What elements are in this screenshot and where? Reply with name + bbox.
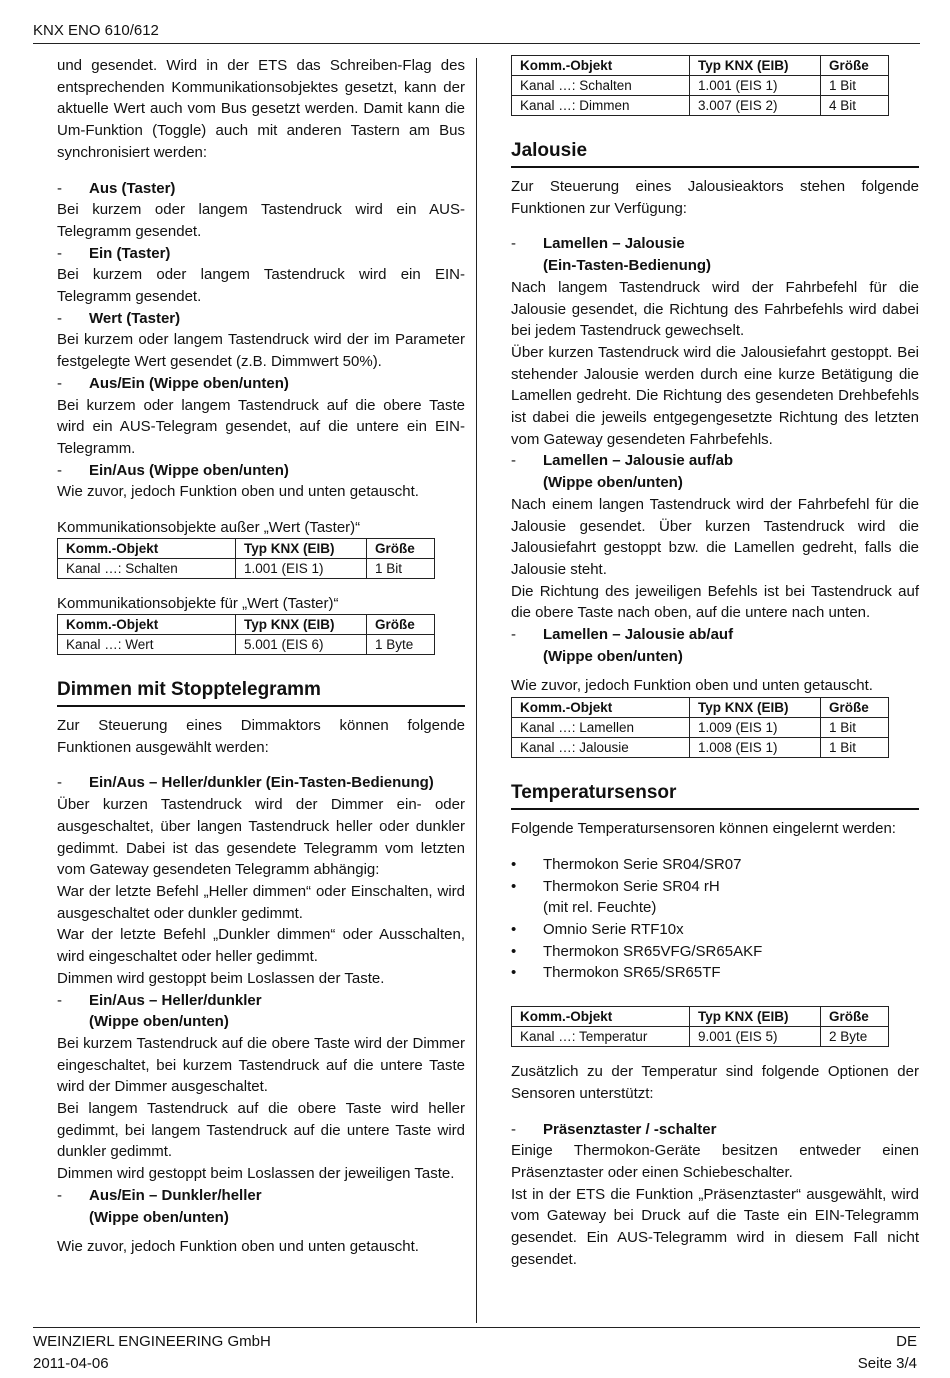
- paragraph: War der letzte Befehl „Dunkler dimmen“ oder Ausschalten, wird eingeschaltet oder heller gedimmt.: [57, 926, 465, 966]
- paragraph: Über kurzen Tastendruck wird der Dimmer ein- oder ausgeschaltet, über langen Tastendruck heller oder dunkler gedimmt. Dabei ist das gesendete Telegramm vom letzten vom Gateway gesendeten Telegramm abhängig:: [57, 796, 465, 879]
- table-cell: Größe: [367, 615, 435, 635]
- table-cell: 1 Bit: [821, 738, 889, 758]
- paragraph: Die Richtung des jeweiligen Befehls ist bei Tastendruck auf die obere Taste nach oben, auf die untere nach unten.: [511, 582, 919, 622]
- table-row: [512, 96, 889, 116]
- list-item: - Ein/Aus (Wippe oben/unten): [57, 460, 465, 482]
- list-item-title: Ein/Aus (Wippe oben/unten): [89, 461, 289, 479]
- table-header-row: [512, 1007, 889, 1027]
- paragraph: Über kurzen Tastendruck wird die Jalousiefahrt gestoppt. Bei stehender Jalousie werden durch eine kurze Betätigung die Lamellen gedreht. Die Richtung des gesendeten Drehbefehls ist dabei die jeweils entgegengesetzte Richtung des letzten vom Gateway gesendeten Fahrbefehls.: [511, 343, 919, 448]
- list-item-title: Lamellen – Jalousie: [543, 235, 685, 253]
- header-rule: [33, 43, 920, 44]
- table-cell: 1 Byte: [367, 635, 435, 655]
- table-cell: Typ KNX (EIB): [690, 56, 821, 76]
- section-intro: Folgende Temperatursensoren können eingelernt werden:: [511, 820, 896, 838]
- paragraph: Nach einem langen Tastendruck wird der Fahrbefehl für die Jalousie gesendet. Über kurzen Tastendruck wird die Jalousiefahrt gestoppt bzw. die Lamellen gedreht, falls die Jalousie steht.: [511, 495, 919, 578]
- section-intro: Zur Steuerung eines Jalousieaktors stehen folgende Funktionen zur Verfügung:: [511, 178, 919, 217]
- paragraph: Wie zuvor, jedoch Funktion oben und unten getauscht.: [511, 677, 873, 695]
- table-row: [58, 559, 435, 579]
- table-caption: Kommunikationsobjekte für „Wert (Taster)“: [57, 595, 339, 613]
- table-cell: Typ KNX (EIB): [690, 698, 821, 718]
- paragraph: Dimmen wird gestoppt beim Loslassen der jeweiligen Taste.: [57, 1165, 455, 1183]
- document-header-title: KNX ENO 610/612: [33, 22, 159, 39]
- paragraph: Dimmen wird gestoppt beim Loslassen der Taste.: [57, 969, 385, 987]
- table-cell: Komm.-Objekt: [512, 698, 690, 718]
- table-header-row: [512, 698, 889, 718]
- table-cell: Kanal …: Dimmen: [512, 96, 690, 116]
- column-divider: [476, 58, 477, 1323]
- list-item: - Ein/Aus – Heller/dunkler (Ein-Tasten-Bedienung): [57, 772, 465, 794]
- table-cell: Komm.-Objekt: [512, 56, 690, 76]
- list-item-title: Ein (Taster): [89, 244, 171, 262]
- list-item: - Lamellen – Jalousie auf/ab: [511, 450, 919, 472]
- bullet-subtext: (mit rel. Feuchte): [543, 899, 657, 917]
- list-item: - Präsenztaster / -schalter: [511, 1119, 919, 1141]
- footer-rule: [33, 1327, 920, 1328]
- table-cell: 1.009 (EIS 1): [690, 718, 821, 738]
- paragraph: Zusätzlich zu der Temperatur sind folgende Optionen der Sensoren unterstützt:: [511, 1063, 919, 1102]
- bullet-item: • Thermokon Serie SR04/SR07: [511, 854, 919, 876]
- list-item-subtitle: (Wippe oben/unten): [89, 1208, 229, 1226]
- footer-page-number: Seite 3/4: [857, 1355, 917, 1372]
- table-row: [512, 76, 889, 96]
- list-item-title: Aus/Ein (Wippe oben/unten): [89, 374, 289, 392]
- section-heading-jalousie: Jalousie: [511, 138, 919, 168]
- table-cell: Größe: [821, 1007, 889, 1027]
- footer-left: [33, 1331, 271, 1375]
- table-row: [512, 738, 889, 758]
- right-column: [511, 55, 919, 1270]
- table-cell: Typ KNX (EIB): [690, 1007, 821, 1027]
- list-item-title: Aus (Taster): [89, 179, 176, 197]
- paragraph: Ist in der ETS die Funktion „Präsenztaster“ ausgewählt, wird vom Gateway bei Druck auf die Taste ein EIN-Telegramm gesendet. Ein AUS-Telegramm wird in diesem Fall nicht gesendet.: [511, 1185, 919, 1268]
- list-item-text: Bei kurzem oder langem Tastendruck auf die obere Taste wird ein AUS-Telegram gesendet, auf die untere ein EIN-Telegramm.: [57, 396, 465, 457]
- list-item-subtitle: (Wippe oben/unten): [543, 647, 683, 665]
- table-cell: 1 Bit: [821, 718, 889, 738]
- list-item: - Wert (Taster): [57, 308, 465, 330]
- table-cell: 3.007 (EIS 2): [690, 96, 821, 116]
- paragraph: Wie zuvor, jedoch Funktion oben und unten getauscht.: [57, 1238, 419, 1256]
- list-item-text: Bei kurzem oder langem Tastendruck wird der im Parameter festgelegte Wert gesendet (z.B. Dimmwert 50%).: [57, 331, 465, 371]
- list-item-title: Ein/Aus – Heller/dunkler: [89, 991, 262, 1009]
- comm-objects-table: [511, 697, 889, 758]
- table-cell: Größe: [367, 539, 435, 559]
- intro-paragraph: und gesendet. Wird in der ETS das Schreiben-Flag des entsprechenden Kommunikationsobjektes gesetzt, kann der aktuelle Wert auch vom Bus gesetzt werden. Damit kann die Um-Funktion (Toggle) auch mit anderen Tastern am Bus synchronisiert werden:: [57, 57, 465, 161]
- bullet-text: Thermokon SR65/SR65TF: [543, 964, 721, 982]
- table-cell: 2 Byte: [821, 1027, 889, 1047]
- footer-company: WEINZIERL ENGINEERING GmbH: [33, 1333, 271, 1350]
- left-column: [57, 55, 465, 1258]
- list-item: - Ein/Aus – Heller/dunkler: [57, 990, 465, 1012]
- list-item-subtitle: (Ein-Tasten-Bedienung): [543, 257, 712, 275]
- paragraph: Bei kurzem Tastendruck auf die obere Taste wird der Dimmer eingeschaltet, bei kurzem Tastendruck auf die untere Taste wird der Dimmer ausgeschaltet.: [57, 1034, 465, 1096]
- list-item: - Aus (Taster): [57, 178, 465, 200]
- comm-objects-table: [57, 614, 435, 655]
- table-cell: 5.001 (EIS 6): [236, 635, 367, 655]
- bullet-item: • Thermokon SR65VFG/SR65AKF: [511, 941, 919, 963]
- list-item: - Aus/Ein – Dunkler/heller: [57, 1185, 465, 1207]
- table-cell: Kanal …: Temperatur: [512, 1027, 690, 1047]
- list-item: - Aus/Ein (Wippe oben/unten): [57, 373, 465, 395]
- table-cell: Größe: [821, 56, 889, 76]
- table-cell: 1.001 (EIS 1): [236, 559, 367, 579]
- table-header-row: [58, 615, 435, 635]
- list-item: - Lamellen – Jalousie: [511, 233, 919, 255]
- table-cell: Komm.-Objekt: [58, 615, 236, 635]
- bullet-item: • Omnio Serie RTF10x: [511, 919, 919, 941]
- list-item-title: Präsenztaster / -schalter: [543, 1120, 717, 1138]
- list-item-title: Aus/Ein – Dunkler/heller: [89, 1186, 262, 1204]
- table-caption: Kommunikationsobjekte außer „Wert (Taster)“: [57, 519, 361, 537]
- table-cell: 9.001 (EIS 5): [690, 1027, 821, 1047]
- list-item: - Ein (Taster): [57, 243, 465, 265]
- table-cell: Größe: [821, 698, 889, 718]
- list-item-subtitle: (Wippe oben/unten): [543, 474, 683, 492]
- bullet-text: Thermokon Serie SR04/SR07: [543, 855, 742, 873]
- bullet-text: Thermokon Serie SR04 rH: [543, 877, 720, 895]
- comm-objects-table: [511, 55, 889, 116]
- bullet-text: Thermokon SR65VFG/SR65AKF: [543, 942, 763, 960]
- comm-objects-table: [511, 1006, 889, 1047]
- list-item-title: Lamellen – Jalousie auf/ab: [543, 452, 734, 470]
- list-item-title: Wert (Taster): [89, 309, 181, 327]
- section-heading-dimmen: Dimmen mit Stopptelegramm: [57, 677, 465, 707]
- section-heading-temperatursensor: Temperatursensor: [511, 780, 919, 810]
- table-cell: 1.008 (EIS 1): [690, 738, 821, 758]
- table-cell: Kanal …: Wert: [58, 635, 236, 655]
- list-item-title: Lamellen – Jalousie ab/auf: [543, 626, 734, 644]
- table-cell: Typ KNX (EIB): [236, 615, 367, 635]
- table-row: [512, 1027, 889, 1047]
- paragraph: Einige Thermokon-Geräte besitzen entweder einen Präsenztaster oder einen Schiebeschalter.: [511, 1142, 919, 1181]
- table-cell: Komm.-Objekt: [512, 1007, 690, 1027]
- table-cell: Kanal …: Schalten: [58, 559, 236, 579]
- footer-language: DE: [896, 1333, 917, 1350]
- section-intro: Zur Steuerung eines Dimmaktors können folgende Funktionen ausgewählt werden:: [57, 717, 465, 756]
- table-cell: Kanal …: Lamellen: [512, 718, 690, 738]
- list-item-title: Ein/Aus – Heller/dunkler (Ein-Tasten-Bedienung): [89, 774, 434, 792]
- table-cell: 1 Bit: [821, 76, 889, 96]
- paragraph: Nach langem Tastendruck wird der Fahrbefehl für die Jalousie gesendet, die Richtung des Fahrbefehls wird dabei bei jedem Tastendruck gewechselt.: [511, 278, 919, 340]
- paragraph: War der letzte Befehl „Heller dimmen“ oder Einschalten, wird ausgeschaltet oder dunkler gedimmt.: [57, 882, 465, 922]
- list-item: - Lamellen – Jalousie ab/auf: [511, 624, 919, 646]
- bullet-text: Omnio Serie RTF10x: [543, 920, 684, 938]
- table-header-row: [512, 56, 889, 76]
- table-row: [58, 635, 435, 655]
- comm-objects-table: [57, 538, 435, 579]
- list-item-text: Wie zuvor, jedoch Funktion oben und unten getauscht.: [57, 483, 419, 501]
- bullet-item: • Thermokon Serie SR04 rH: [511, 876, 919, 898]
- table-cell: Komm.-Objekt: [58, 539, 236, 559]
- bullet-item: • Thermokon SR65/SR65TF: [511, 962, 919, 984]
- list-item-subtitle: (Wippe oben/unten): [89, 1013, 229, 1031]
- table-row: [512, 718, 889, 738]
- table-cell: Kanal …: Schalten: [512, 76, 690, 96]
- table-cell: 1 Bit: [367, 559, 435, 579]
- table-cell: 4 Bit: [821, 96, 889, 116]
- table-cell: Kanal …: Jalousie: [512, 738, 690, 758]
- list-item-text: Bei kurzem oder langem Tastendruck wird ein AUS-Telegramm gesendet.: [57, 201, 465, 240]
- footer-right: [858, 1331, 917, 1375]
- list-item-text: Bei kurzem oder langem Tastendruck wird ein EIN-Telegramm gesendet.: [57, 266, 465, 306]
- table-cell: Typ KNX (EIB): [236, 539, 367, 559]
- footer-date: 2011-04-06: [33, 1355, 109, 1372]
- table-header-row: [58, 539, 435, 559]
- table-cell: 1.001 (EIS 1): [690, 76, 821, 96]
- paragraph: Bei langem Tastendruck auf die obere Taste wird heller gedimmt, bei langem Tastendruck auf die untere Taste wird dunkler gedimmt.: [57, 1100, 465, 1161]
